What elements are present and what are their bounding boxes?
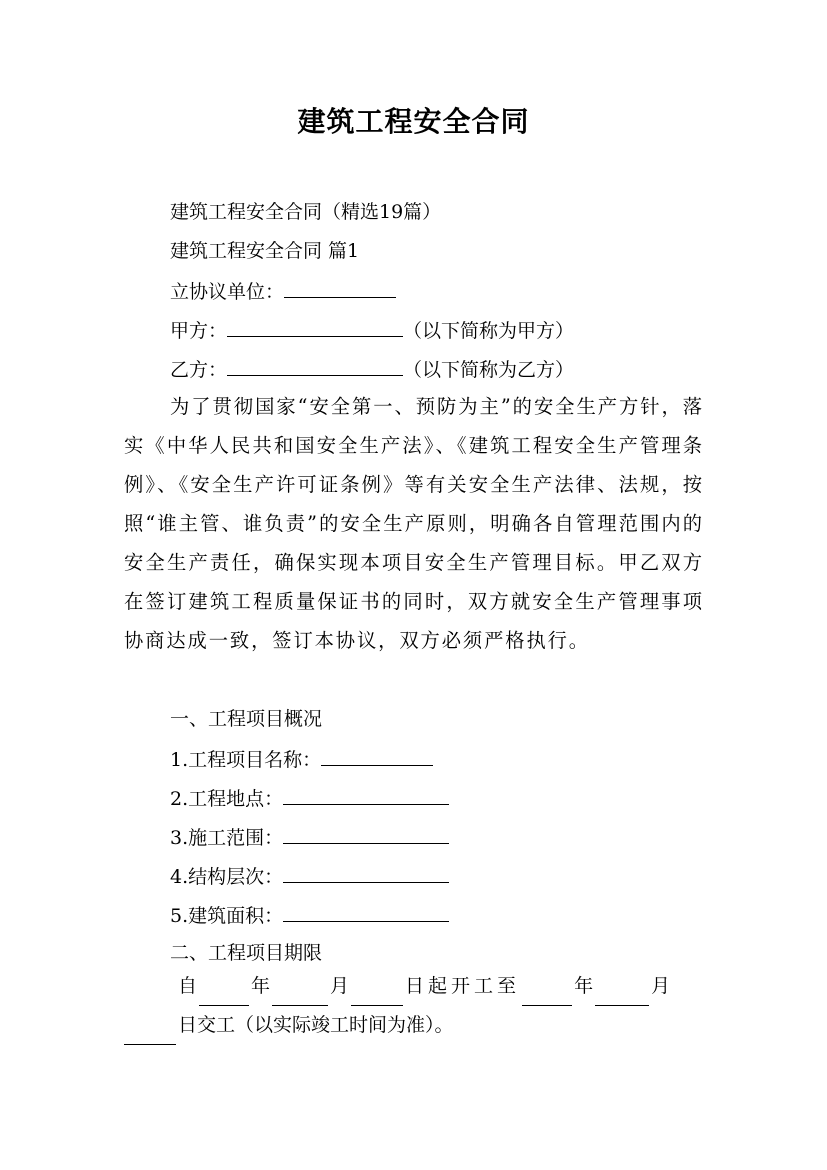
item-label: 2.工程地点： bbox=[170, 788, 284, 810]
item-area bbox=[170, 901, 449, 929]
document-subtitle: 建筑工程安全合同（精选19篇） bbox=[170, 201, 442, 223]
date-month-text: 月 bbox=[330, 975, 350, 997]
date-from-text: 自 bbox=[178, 975, 198, 997]
item-label: 4.结构层次： bbox=[170, 866, 284, 888]
section1-heading: 一、工程项目概况 bbox=[170, 708, 323, 730]
party-b-line bbox=[170, 355, 574, 383]
item-label: 5.建筑面积： bbox=[170, 905, 284, 927]
end-year-blank[interactable] bbox=[522, 985, 572, 1006]
date-year2-text: 年 bbox=[574, 975, 594, 997]
party-b-label: 乙方： bbox=[170, 359, 228, 381]
party-a-label: 甲方： bbox=[170, 320, 228, 342]
section2-heading: 二、工程项目期限 bbox=[170, 942, 323, 964]
end-day-blank[interactable] bbox=[124, 1024, 176, 1045]
item-blank[interactable] bbox=[283, 784, 449, 805]
intro-paragraph: 为了贯彻国家“安全第一、预防为主”的安全生产方针，落实《中华人民共和国安全生产法》、《建筑工程安全生产管理条例》、《安全生产许可证条例》等有关安全生产法律、法规，按照“谁主管、谁负责”的安全生产原则，明确各自管理范围内的安全生产责任，确保实现本项目安全生产管理目标。甲乙双方在签订建筑工程质量保证书的同时，双方就安全生产管理事项协商达成一致，签订本协议，双方必须严格执行。 bbox=[124, 395, 704, 652]
item-project-name bbox=[170, 745, 433, 773]
party-b-note: （以下简称为乙方） bbox=[403, 359, 575, 381]
date-year-text: 年 bbox=[251, 975, 271, 997]
item-blank[interactable] bbox=[321, 745, 433, 766]
end-month-blank[interactable] bbox=[595, 985, 649, 1006]
start-day-blank[interactable] bbox=[351, 985, 403, 1006]
item-structure bbox=[170, 862, 449, 890]
date-month2-text: 月 bbox=[651, 975, 671, 997]
start-month-blank[interactable] bbox=[272, 985, 328, 1006]
date-end-text: 日交工（以实际竣工时间为准）。 bbox=[178, 1014, 454, 1036]
date-row-1 bbox=[124, 967, 704, 1006]
item-blank[interactable] bbox=[283, 823, 449, 844]
party-unit-label: 立协议单位： bbox=[170, 281, 285, 303]
party-a-note: （以下简称为甲方） bbox=[403, 320, 575, 342]
date-start-text: 日起开工至 bbox=[405, 975, 521, 997]
date-range bbox=[124, 967, 704, 1045]
party-a-line bbox=[170, 316, 574, 344]
item-location bbox=[170, 784, 449, 812]
item-blank[interactable] bbox=[283, 862, 449, 883]
party-b-blank[interactable] bbox=[227, 355, 403, 376]
document-title: 建筑工程安全合同 bbox=[297, 105, 530, 138]
party-a-blank[interactable] bbox=[227, 316, 403, 337]
party-unit-line bbox=[170, 277, 396, 305]
party-unit-blank[interactable] bbox=[284, 277, 396, 298]
item-label: 3.施工范围： bbox=[170, 827, 284, 849]
section-heading: 建筑工程安全合同 篇1 bbox=[170, 240, 360, 262]
start-year-blank[interactable] bbox=[199, 985, 249, 1006]
date-row-2 bbox=[124, 1006, 704, 1045]
item-label: 1.工程项目名称： bbox=[170, 749, 322, 771]
item-scope bbox=[170, 823, 449, 851]
item-blank[interactable] bbox=[283, 901, 449, 922]
